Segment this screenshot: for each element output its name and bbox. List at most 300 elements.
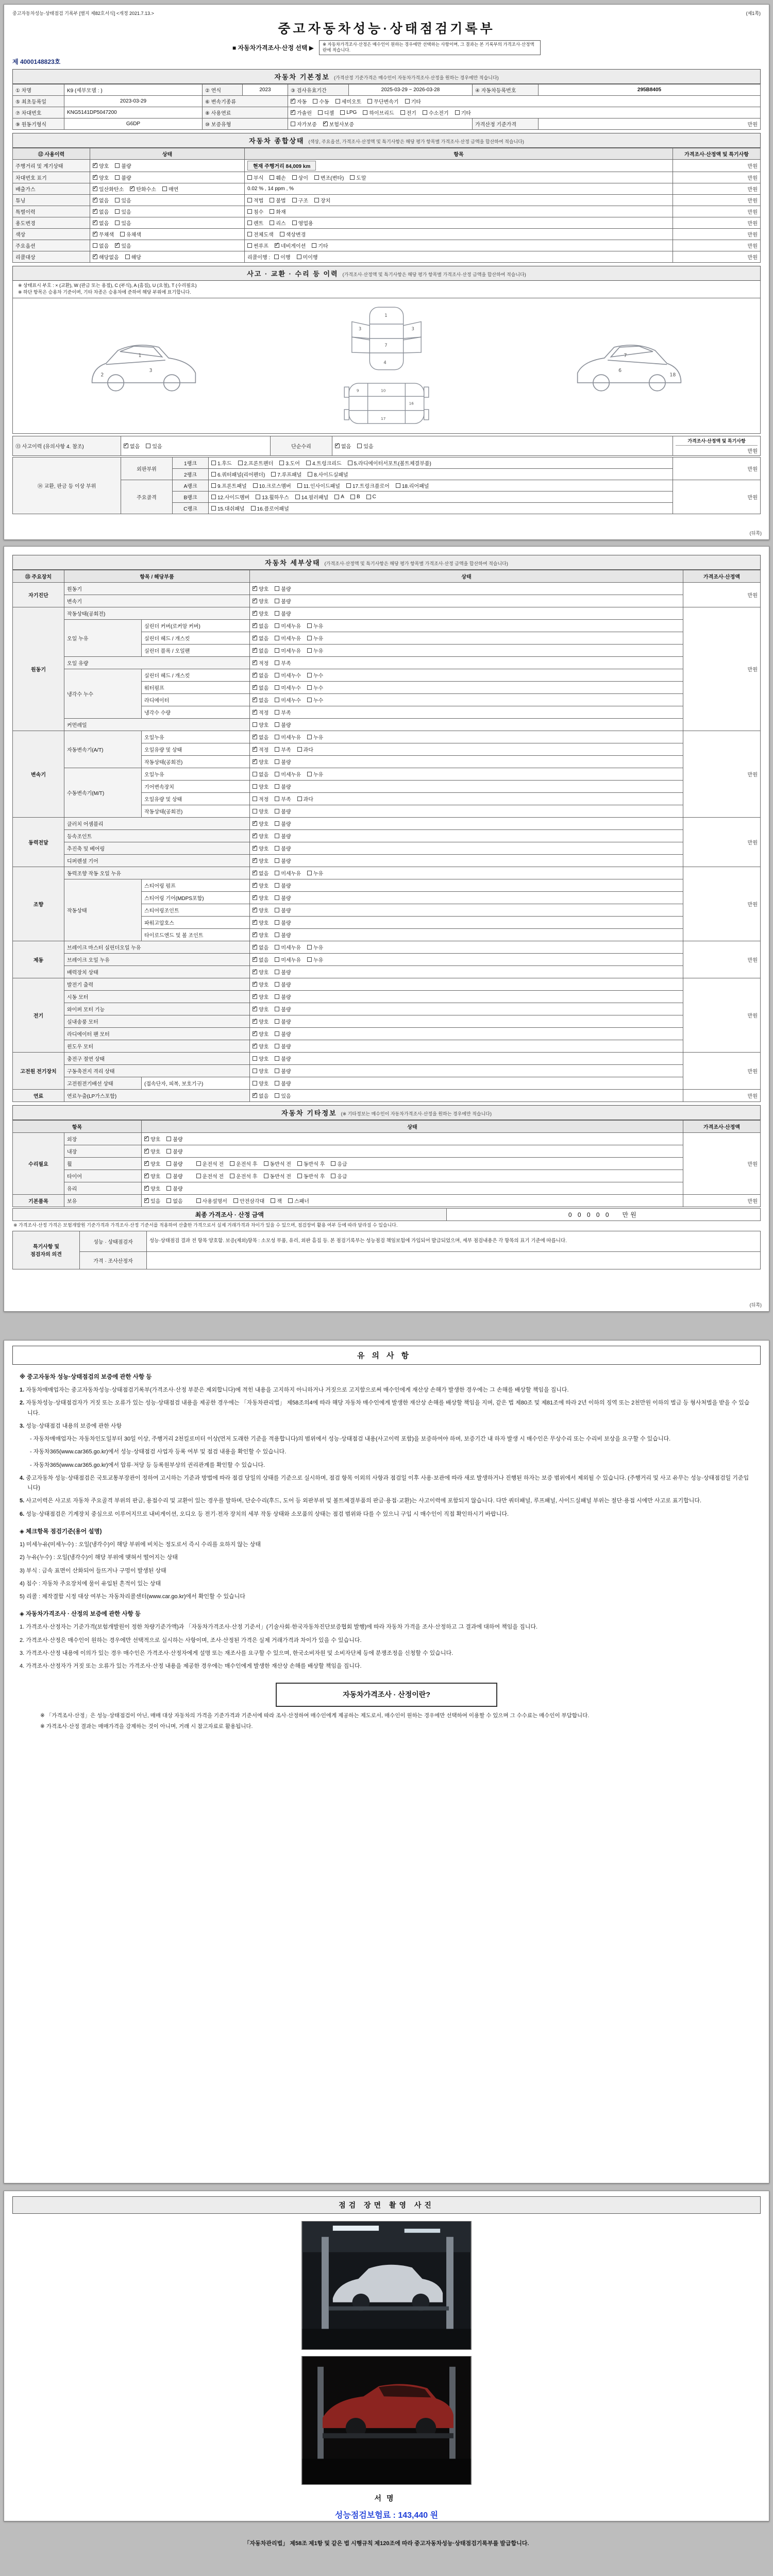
checkbox[interactable] (115, 221, 120, 225)
checkbox[interactable] (291, 122, 295, 126)
checkbox[interactable] (253, 1007, 257, 1011)
option-label: 14.필러패널 (301, 495, 329, 501)
checkbox[interactable] (253, 1019, 257, 1024)
checkbox[interactable] (270, 198, 274, 202)
checkbox[interactable] (275, 1031, 279, 1036)
option (166, 1197, 182, 1205)
checkbox[interactable] (124, 444, 128, 448)
option-label: 무단변속기 (374, 99, 399, 105)
checkbox[interactable] (93, 163, 97, 168)
option-label: 미세누유 (281, 958, 301, 963)
option (253, 807, 268, 815)
checkbox[interactable] (253, 809, 257, 814)
accident-history-tables (12, 436, 761, 514)
checkbox[interactable] (253, 611, 257, 616)
option (253, 832, 268, 840)
checkbox[interactable] (251, 506, 256, 511)
checkbox[interactable] (400, 110, 405, 115)
checkbox[interactable] (367, 99, 372, 104)
checkbox[interactable] (323, 122, 328, 126)
checkbox[interactable] (297, 747, 302, 752)
price-notice-item: 4. 가격조사·산정자가 거짓 또는 오류가 있는 가격조사·산정 내용을 제공한 경우에는 매수인에게 발생한 재산상 손해를 배상할 책임을 집니다. (20, 1663, 362, 1670)
checkbox[interactable] (247, 221, 252, 225)
checkbox[interactable] (162, 187, 167, 191)
checkbox[interactable] (196, 1161, 201, 1166)
option-group (93, 185, 178, 193)
option-group (291, 120, 354, 128)
checkbox[interactable] (144, 1198, 149, 1203)
checkbox[interactable] (275, 871, 279, 875)
checkbox[interactable] (211, 506, 216, 511)
checkbox[interactable] (366, 495, 371, 499)
option-label: 양호 (259, 884, 269, 889)
option (297, 1160, 325, 1167)
td: KNG5141DP5047200 (64, 107, 203, 118)
checkbox[interactable] (348, 461, 352, 465)
option-label: 불량 (281, 1020, 291, 1025)
grp: 자기진단 (13, 583, 64, 607)
checkbox[interactable] (307, 685, 312, 690)
checkbox[interactable] (144, 1161, 149, 1166)
lbl: 충전구 절연 상태 (64, 1053, 250, 1065)
option (348, 459, 431, 467)
option (340, 110, 357, 115)
checkbox[interactable] (93, 209, 97, 214)
checkbox[interactable] (275, 994, 279, 999)
checkbox[interactable] (120, 232, 125, 236)
checkbox[interactable] (275, 883, 279, 888)
checkbox[interactable] (307, 673, 312, 677)
checkbox[interactable] (313, 99, 317, 104)
checkbox[interactable] (144, 1137, 149, 1141)
photo-stack (12, 2221, 761, 2485)
option (270, 174, 285, 181)
checkbox[interactable] (291, 99, 295, 104)
checkbox[interactable] (211, 472, 216, 477)
option (275, 919, 291, 926)
checkbox[interactable] (166, 1186, 171, 1191)
tr (13, 1209, 761, 1221)
price: 만원 (673, 194, 761, 206)
checkbox[interactable] (253, 698, 257, 702)
checkbox[interactable] (253, 1081, 257, 1086)
checkbox[interactable] (115, 209, 120, 214)
checkbox[interactable] (295, 495, 300, 499)
checkbox[interactable] (275, 1069, 279, 1073)
checkbox[interactable] (253, 586, 257, 591)
b: 4. (20, 1475, 25, 1481)
checkbox[interactable] (292, 175, 297, 180)
checkbox[interactable] (253, 1044, 257, 1048)
checkbox[interactable] (253, 895, 257, 900)
checkbox[interactable] (253, 1093, 257, 1098)
td: 실린더 헤드 / 개스킷 (142, 632, 250, 645)
td (209, 457, 673, 468)
checkbox[interactable] (275, 660, 279, 665)
checkbox[interactable] (308, 472, 312, 477)
checkbox[interactable] (238, 461, 243, 465)
option-group (253, 1042, 291, 1050)
summary-row (13, 217, 761, 228)
option (253, 1079, 268, 1087)
checkbox[interactable] (275, 772, 279, 776)
checkbox[interactable] (253, 1056, 257, 1061)
option-label: 침수 (254, 209, 264, 215)
checkbox[interactable] (253, 796, 257, 801)
checkbox[interactable] (275, 648, 279, 653)
checkbox[interactable] (115, 198, 120, 202)
lbl: 주요골격 (121, 480, 173, 514)
checkbox[interactable] (275, 673, 279, 677)
checkbox[interactable] (275, 710, 279, 715)
notices-body (12, 1372, 761, 1731)
checkbox[interactable] (275, 586, 279, 591)
checkbox[interactable] (340, 110, 345, 115)
option-label: 적정 (259, 710, 269, 716)
checkbox[interactable] (275, 796, 279, 801)
checkbox[interactable] (93, 243, 97, 248)
checkbox[interactable] (307, 945, 312, 950)
td (250, 706, 683, 719)
checkbox[interactable] (275, 908, 279, 912)
checkbox[interactable] (93, 198, 97, 202)
checkbox[interactable] (253, 636, 257, 640)
checkbox[interactable] (93, 221, 97, 225)
checkbox[interactable] (230, 1174, 234, 1178)
td: (접속단자, 피복, 보호기구) (142, 1077, 250, 1090)
option-label: 적정 (259, 661, 269, 667)
checkbox[interactable] (275, 933, 279, 937)
option-label: 없음 (99, 243, 109, 249)
checkbox[interactable] (275, 1007, 279, 1011)
checkbox[interactable] (275, 698, 279, 702)
option-label: 네비게이션 (280, 243, 306, 249)
checkbox[interactable] (275, 920, 279, 925)
checkbox[interactable] (166, 1174, 171, 1178)
option (247, 208, 263, 215)
checkbox[interactable] (275, 722, 279, 727)
checkbox[interactable] (166, 1137, 171, 1141)
checkbox[interactable] (196, 1174, 201, 1178)
option (275, 634, 301, 642)
checkbox[interactable] (253, 673, 257, 677)
checkbox[interactable] (166, 1149, 171, 1154)
option-label: 자가보증 (297, 122, 317, 128)
checkbox[interactable] (264, 1161, 268, 1166)
checkbox[interactable] (275, 747, 279, 752)
lbl: 2랭크 (173, 468, 209, 480)
price: 만원 (673, 206, 761, 217)
checkbox[interactable] (297, 255, 301, 259)
checkbox[interactable] (405, 99, 410, 104)
checkbox[interactable] (233, 1198, 238, 1203)
tr (13, 118, 761, 129)
checkbox[interactable] (275, 735, 279, 739)
checkbox[interactable] (247, 232, 252, 236)
summary-row (13, 194, 761, 206)
option (115, 242, 131, 249)
option-label: 양호 (259, 1032, 269, 1038)
checkbox[interactable] (253, 483, 258, 488)
checkbox[interactable] (253, 685, 257, 690)
checkbox[interactable] (275, 599, 279, 603)
checkbox[interactable] (166, 1198, 171, 1203)
option (346, 482, 390, 489)
checkbox[interactable] (93, 175, 97, 180)
checkbox[interactable] (455, 110, 460, 115)
checkbox[interactable] (253, 920, 257, 925)
checkbox[interactable] (253, 821, 257, 826)
checkbox[interactable] (271, 472, 276, 477)
checkbox[interactable] (297, 483, 302, 488)
option-group (253, 1055, 291, 1062)
checkbox[interactable] (279, 461, 284, 465)
option (275, 857, 291, 865)
checkbox[interactable] (346, 483, 351, 488)
checkbox[interactable] (297, 796, 302, 801)
checkbox[interactable] (275, 834, 279, 838)
checkbox[interactable] (253, 846, 257, 851)
checkbox[interactable] (275, 1044, 279, 1048)
option-label: 누유 (313, 636, 324, 642)
lbl: 1랭크 (173, 457, 209, 468)
checkbox[interactable] (275, 809, 279, 814)
checkbox[interactable] (93, 187, 97, 191)
checkbox[interactable] (275, 1093, 279, 1098)
option-label: 5.라디에이터서포트(볼트체결부품) (354, 461, 431, 467)
checkbox[interactable] (307, 636, 312, 640)
option-label: 누유 (313, 871, 324, 877)
checkbox[interactable] (275, 611, 279, 616)
checkbox[interactable] (270, 175, 274, 180)
lbl: 변속기 (64, 595, 250, 607)
checkbox[interactable] (271, 1198, 275, 1203)
checkbox[interactable] (253, 908, 257, 912)
checkbox[interactable] (253, 994, 257, 999)
checkbox[interactable] (115, 163, 120, 168)
checkbox[interactable] (275, 945, 279, 950)
checkbox[interactable] (253, 834, 257, 838)
checkbox[interactable] (275, 784, 279, 789)
checkbox[interactable] (247, 198, 252, 202)
checkbox[interactable] (275, 821, 279, 826)
checkbox[interactable] (253, 883, 257, 888)
checkbox[interactable] (115, 243, 120, 248)
option-label: 불량 (281, 1057, 291, 1062)
checkbox[interactable] (253, 747, 257, 752)
checkbox[interactable] (253, 660, 257, 665)
checkbox[interactable] (130, 187, 135, 191)
checkbox[interactable] (357, 444, 362, 448)
option (253, 906, 268, 914)
checkbox[interactable] (307, 698, 312, 702)
checkbox[interactable] (253, 871, 257, 875)
checkbox[interactable] (331, 1174, 335, 1178)
td (90, 228, 245, 240)
checkbox[interactable] (306, 461, 311, 465)
checkbox[interactable] (275, 982, 279, 987)
checkbox[interactable] (166, 1161, 171, 1166)
checkbox[interactable] (275, 970, 279, 974)
option-group (253, 1030, 291, 1038)
checkbox[interactable] (275, 243, 279, 248)
option-label: 없음 (259, 871, 269, 877)
td (209, 480, 673, 491)
checkbox[interactable] (312, 243, 316, 248)
checkbox[interactable] (275, 1019, 279, 1024)
option (256, 493, 289, 501)
checkbox[interactable] (307, 735, 312, 739)
checkbox[interactable] (253, 722, 257, 727)
option (162, 185, 178, 193)
option-group (253, 906, 291, 914)
checkbox[interactable] (334, 495, 339, 499)
checkbox[interactable] (264, 1174, 268, 1178)
td: 가격조사·산정액 (683, 570, 761, 583)
option (363, 109, 394, 116)
option-group (144, 1147, 183, 1155)
checkbox[interactable] (253, 623, 257, 628)
checkbox[interactable] (275, 846, 279, 851)
td (245, 251, 673, 262)
checkbox[interactable] (253, 982, 257, 987)
checkbox[interactable] (297, 1174, 302, 1178)
checkbox[interactable] (350, 175, 355, 180)
checkbox[interactable] (253, 1069, 257, 1073)
checkbox[interactable] (396, 483, 400, 488)
checkbox[interactable] (318, 110, 323, 115)
checkbox[interactable] (230, 1161, 234, 1166)
checkbox[interactable] (331, 1161, 335, 1166)
notice-subitem: - 자동차매매업자는 자동차인도일부터 30일 이상, 주행거리 2천킬로미터 이상(먼저 도래한 기준을 적용합니다)의 범위에서 성능·상태점검 내용(사고이력 포함)을 보증하여야 하며, 보증기간 내 하자 발생 시 매수인은 무상수리 또는 수리비 보상을 요구할 수 있습니다. (30, 1436, 671, 1443)
lbl: A랭크 (173, 480, 209, 491)
checkbox[interactable] (247, 209, 252, 214)
checkbox[interactable] (247, 175, 252, 180)
checkbox[interactable] (280, 232, 284, 236)
option (307, 733, 323, 741)
checkbox[interactable] (146, 444, 150, 448)
checkbox[interactable] (253, 957, 257, 962)
option (335, 442, 351, 450)
option (253, 684, 268, 691)
checkbox[interactable] (253, 945, 257, 950)
lbl: 추진축 및 베어링 (64, 842, 250, 855)
option-label: 불량 (281, 859, 291, 865)
b: 자동차 기타정보 (281, 1109, 337, 1117)
checkbox[interactable] (335, 99, 340, 104)
option-label: 없음 (259, 772, 269, 778)
checkbox[interactable] (253, 759, 257, 764)
checkbox[interactable] (274, 255, 279, 259)
option-group (253, 795, 313, 803)
checkbox[interactable] (253, 933, 257, 937)
checkbox[interactable] (275, 759, 279, 764)
checkbox[interactable] (211, 461, 216, 465)
checkbox[interactable] (307, 772, 312, 776)
checkbox[interactable] (253, 710, 257, 715)
checkbox[interactable] (144, 1186, 149, 1191)
checkbox[interactable] (363, 110, 367, 115)
checkbox[interactable] (256, 495, 260, 499)
checkbox[interactable] (253, 1031, 257, 1036)
checkbox[interactable] (275, 1081, 279, 1086)
option-label: 없음 (130, 444, 140, 450)
checkbox[interactable] (307, 648, 312, 653)
checkbox[interactable] (275, 858, 279, 863)
td (90, 159, 245, 172)
checkbox[interactable] (307, 623, 312, 628)
checkbox[interactable] (335, 444, 340, 448)
td (245, 159, 673, 172)
checkbox[interactable] (253, 858, 257, 863)
checkbox[interactable] (314, 175, 319, 180)
checkbox[interactable] (423, 110, 427, 115)
price: 만원 (683, 1053, 761, 1090)
checkbox[interactable] (275, 636, 279, 640)
price-select-label: ■ 자동차가격조사·산정 선택 ▶ (232, 44, 314, 52)
summary-row (13, 206, 761, 217)
checkbox[interactable] (253, 648, 257, 653)
checkbox[interactable] (275, 623, 279, 628)
option (275, 1030, 291, 1038)
checkbox[interactable] (275, 1056, 279, 1061)
option-label: 13.휠하우스 (262, 495, 289, 501)
check-criteria-item: 4) 침수 : 자동차 주요장치에 물이 유입된 흔적이 있는 상태 (20, 1580, 161, 1587)
option (350, 494, 360, 500)
checkbox[interactable] (144, 1149, 149, 1154)
checkbox[interactable] (93, 232, 97, 236)
checkbox[interactable] (253, 735, 257, 739)
checkbox[interactable] (275, 895, 279, 900)
checkbox[interactable] (307, 957, 312, 962)
checkbox[interactable] (253, 970, 257, 974)
checkbox[interactable] (211, 483, 216, 488)
option-label: 불량 (281, 587, 291, 592)
checkbox[interactable] (247, 243, 252, 248)
checkbox[interactable] (270, 209, 274, 214)
checkbox[interactable] (125, 255, 130, 259)
checkbox[interactable] (115, 175, 120, 180)
lbl: 유리 (64, 1182, 142, 1195)
checkbox[interactable] (253, 784, 257, 789)
option (93, 174, 109, 181)
checkbox[interactable] (314, 198, 319, 202)
checkbox[interactable] (307, 871, 312, 875)
option (238, 459, 274, 467)
option-label: 누수 (313, 686, 324, 691)
checkbox[interactable] (253, 599, 257, 603)
price: 만원 (673, 217, 761, 228)
option (146, 442, 162, 450)
checkbox[interactable] (275, 957, 279, 962)
checkbox[interactable] (196, 1198, 201, 1203)
checkbox[interactable] (275, 685, 279, 690)
rect (344, 410, 349, 420)
checkbox[interactable] (350, 495, 355, 499)
grp: 변속기 (13, 731, 64, 818)
checkbox[interactable] (93, 255, 97, 259)
lbl: B랭크 (173, 491, 209, 502)
checkbox[interactable] (253, 772, 257, 776)
checkbox[interactable] (211, 495, 216, 499)
checkbox[interactable] (297, 1161, 302, 1166)
checkbox[interactable] (144, 1174, 149, 1178)
checkbox[interactable] (288, 1198, 293, 1203)
checkbox[interactable] (270, 221, 274, 225)
checkbox[interactable] (292, 221, 297, 225)
checkbox[interactable] (291, 110, 295, 115)
checkbox[interactable] (292, 198, 297, 202)
